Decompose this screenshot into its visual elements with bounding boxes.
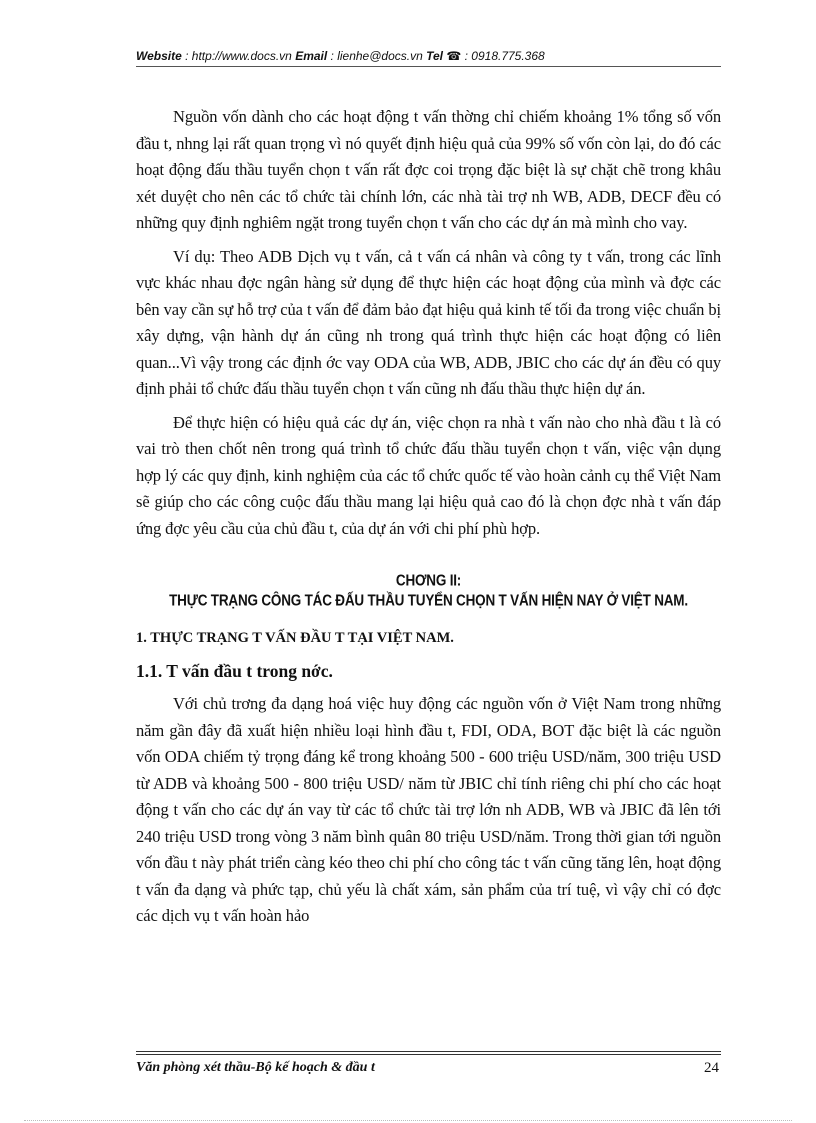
tel-value: : 0918.775.368 [461, 49, 545, 63]
paragraph-2: Ví dụ: Theo ADB Dịch vụ t vấn, cả t vấn cá nhân và công ty t vấn, trong các lĩnh vực khác nhau đợc ngân hàng sử dụng để thực hiện các hoạt động của mình và đợc các bên vay cần sự hỗ trợ của t vấn để đảm bảo đạt hiệu quả kinh tế tối đa trong việc chuẩn bị xây dựng, vận hành dự án cũng nh trong quá trình thực hiện các hoạt động có liên quan...Vì vậy trong các định ớc vay ODA của WB, ADB, JBIC cho các dự án đều có quy định phải tổ chức đấu thầu tuyển chọn t vấn cũng nh đấu thầu thực hiện dự án. [136, 246, 721, 398]
paragraph-1: Nguồn vốn dành cho các hoạt động t vấn thờng chỉ chiếm khoảng 1% tổng số vốn đầu t, nhng lại rất quan trọng vì nó quyết định hiệu quả của 99% số vốn còn lại, do đó các hoạt động đấu thầu tuyển chọn t vấn rất đợc coi trọng đặc biệt là sự chặt chẽ trong khâu xét duyệt cho nên các tổ chức tài chính lớn, các nhà tài trợ nh WB, ADB, DECF đều có những quy định nghiêm ngặt trong tuyển chọn t vấn cho các dự án mà mình cho vay. [136, 107, 721, 232]
paragraph-4: Với chủ trơng đa dạng hoá việc huy động các nguồn vốn ở Việt Nam trong những năm gần đây đã xuất hiện nhiều loại hình đầu t, FDI, ODA, BOT đặc biệt là các nguồn vốn ODA chiếm tỷ trọng đáng kể trong khoảng 500 - 600 triệu USD/năm, 300 triệu USD từ ADB và khoảng 500 - 800 triệu USD/ năm từ JBIC chỉ tính riêng chi phí cho các hoạt động t vấn cho các dự án vay từ các tổ chức tài trợ lớn nh ADB, WB và JBIC đã lên tới 240 triệu USD trong vòng 3 năm bình quân 80 triệu USD/năm. Trong thời gian tới nguồn vốn đầu t này phát triển càng kéo theo chi phí cho công tác t vấn cũng tăng lên, hoạt động t vấn đa dạng và phức tạp, chủ yếu là chất xám, sản phẩm của trí tuệ, vì vậy chỉ có đợc các dịch vụ t vấn hoàn hảo [136, 694, 721, 925]
footer-rule-double [136, 1054, 721, 1055]
email-value: : lienhe@docs.vn [327, 49, 427, 63]
tel-label: Tel ☎ [426, 49, 462, 63]
page-number: 24 [704, 1060, 719, 1076]
chapter-title: THỰC TRẠNG CÔNG TÁC ĐẤU THẦU TUYỂN CHỌN T VẤN HIỆN NAY Ở VIỆT NAM. [169, 591, 688, 610]
page-body [136, 104, 721, 930]
website-value: : http://www.docs.vn [181, 49, 296, 63]
page-bottom-divider [24, 1120, 792, 1121]
section-heading-1: 1. THỰC TRẠNG T VẤN ĐẦU T TẠI VIỆT NAM. [136, 630, 454, 646]
page-header [136, 48, 721, 64]
footer-office-text: Văn phòng xét thầu-Bộ kế hoạch & đầu t [136, 1060, 375, 1075]
website-label: Website [136, 49, 182, 63]
header-rule [136, 66, 721, 67]
footer-rule [136, 1051, 721, 1052]
paragraph-3: Để thực hiện có hiệu quả các dự án, việc chọn ra nhà t vấn nào cho nhà đầu t là có vai trò then chốt nên trong quá trình tổ chức đấu thầu tuyển chọn t vấn, việc vận dụng hợp lý các quy định, kinh nghiệm của các tổ chức quốc tế vào hoàn cảnh cụ thể Việt Nam sẽ giúp cho các công cuộc đấu thầu mang lại hiệu quả cao đó là chọn đợc nhà t vấn đáp ứng đợc yêu cầu của chủ đầu t, của dự án với chi phí phù hợp. [136, 412, 721, 538]
section-heading-1-1: 1.1. T vấn đầu t trong nớc. [136, 661, 333, 681]
chapter-number: CHƠNG II: [395, 571, 462, 590]
email-label: Email [295, 49, 328, 63]
page-footer [136, 1058, 721, 1078]
